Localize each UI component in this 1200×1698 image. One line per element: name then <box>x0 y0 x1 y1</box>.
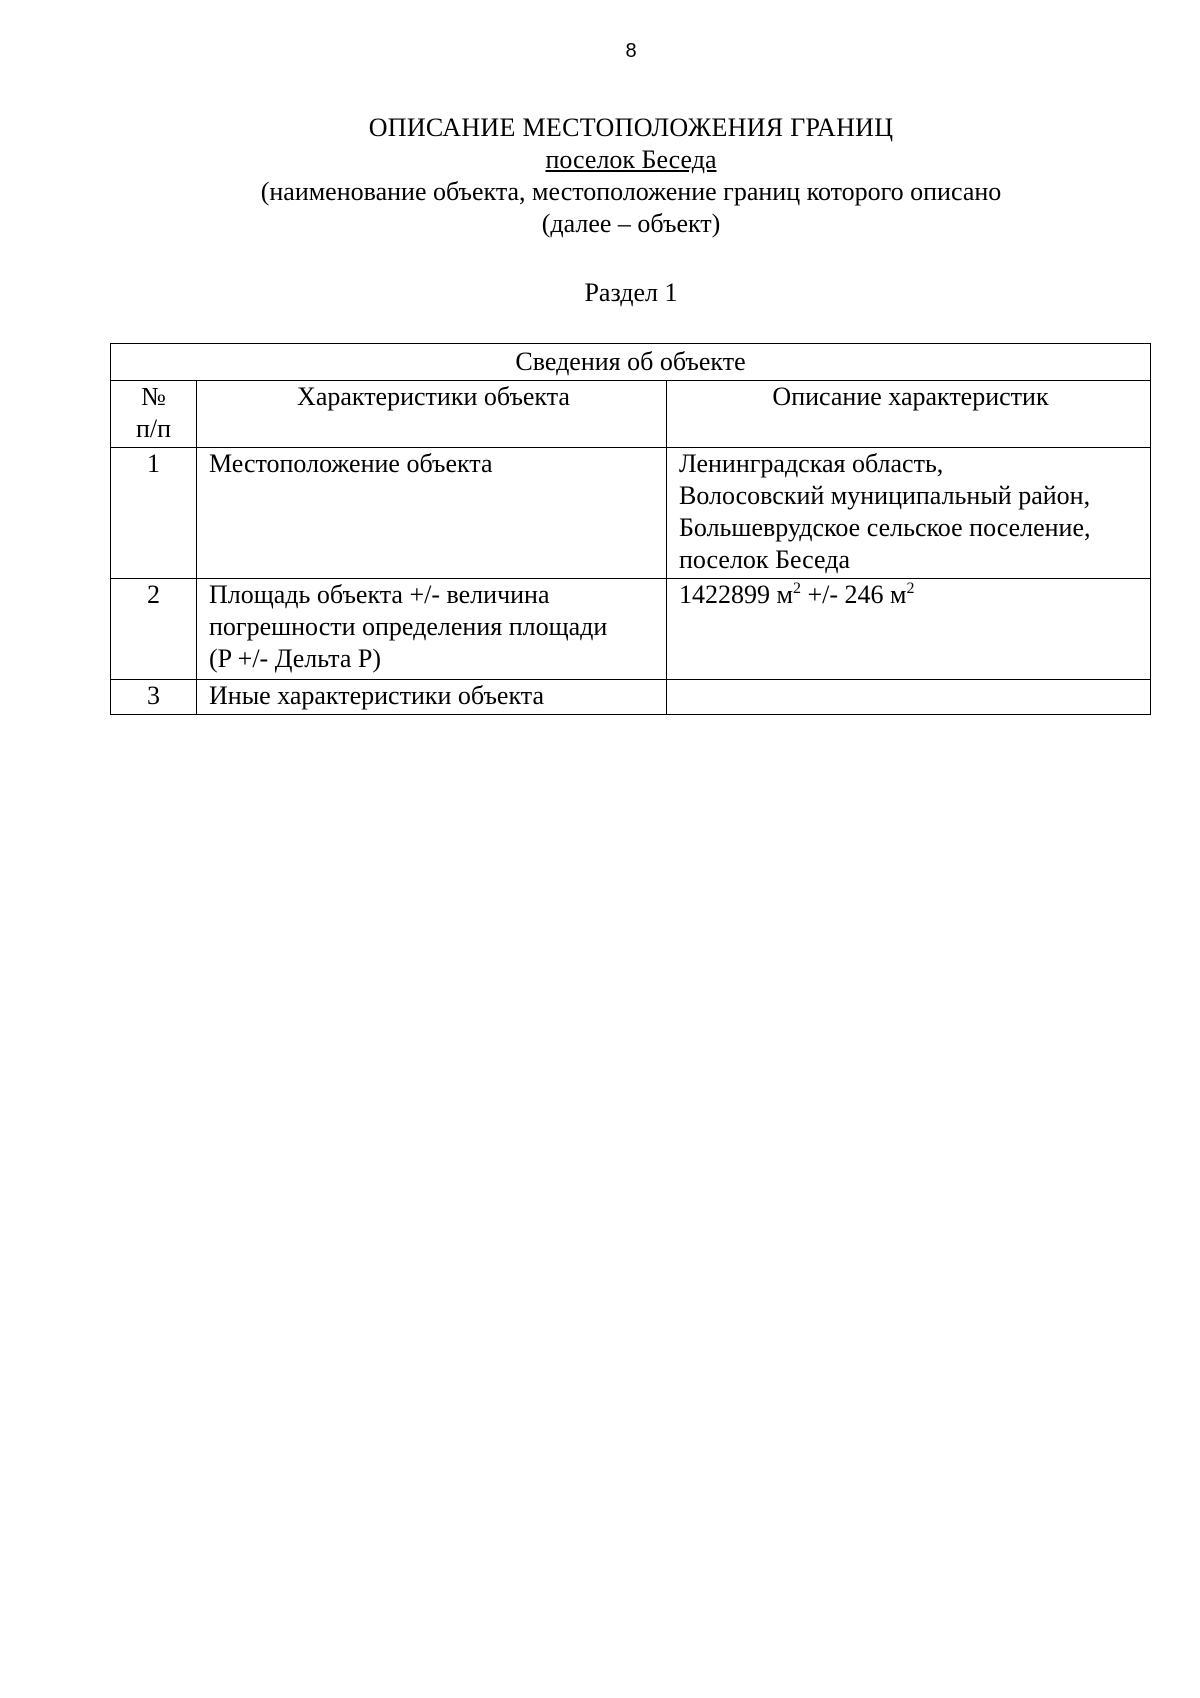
area-characteristic-line-3: (P +/- Дельта P) <box>209 644 381 673</box>
area-tolerance: +/- 246 м <box>800 580 907 609</box>
area-value: 1422899 м <box>679 580 793 609</box>
row-number: 2 <box>111 579 197 680</box>
row-description <box>667 448 1151 579</box>
row-characteristic <box>197 579 667 680</box>
table-row <box>111 448 1151 579</box>
table-row <box>111 680 1151 715</box>
row-characteristic: Иные характеристики объекта <box>197 680 667 715</box>
area-unit-superscript: 2 <box>792 580 801 597</box>
object-info-table <box>110 343 1151 715</box>
object-explanation-line-1: (наименование объекта, местоположение границ которого описано <box>260 177 1002 206</box>
column-header-number <box>111 381 197 448</box>
table-caption-row <box>111 344 1151 381</box>
location-line-1: Ленинградская область, <box>679 449 944 478</box>
column-header-number-line-1: № <box>141 382 166 411</box>
area-characteristic-line-1: Площадь объекта +/- величина <box>209 580 550 609</box>
row-number: 3 <box>111 680 197 715</box>
table-caption: Сведения об объекте <box>111 344 1151 381</box>
column-header-description: Описание характеристик <box>667 381 1151 448</box>
table-row <box>111 579 1151 680</box>
document-title: ОПИСАНИЕ МЕСТОПОЛОЖЕНИЯ ГРАНИЦ <box>368 113 894 142</box>
location-line-2: Волосовский муниципальный район, <box>679 481 1091 510</box>
row-number: 1 <box>111 448 197 579</box>
tolerance-unit-superscript: 2 <box>906 580 915 597</box>
section-label: Раздел 1 <box>584 278 678 307</box>
column-header-characteristics: Характеристики объекта <box>197 381 667 448</box>
object-name: поселок Беседа <box>545 145 717 174</box>
row-description <box>667 579 1151 680</box>
table-header-row <box>111 381 1151 448</box>
object-explanation-line-2: (далее – объект) <box>541 209 721 238</box>
location-line-3: Большеврудское сельское поселение, <box>679 513 1091 542</box>
row-characteristic: Местоположение объекта <box>197 448 667 579</box>
page-number: 8 <box>625 40 637 62</box>
document-header <box>0 112 1200 240</box>
area-characteristic-line-2: погрешности определения площади <box>209 612 608 641</box>
row-description <box>667 680 1151 715</box>
location-line-4: поселок Беседа <box>679 545 851 574</box>
column-header-number-line-2: п/п <box>135 414 172 443</box>
